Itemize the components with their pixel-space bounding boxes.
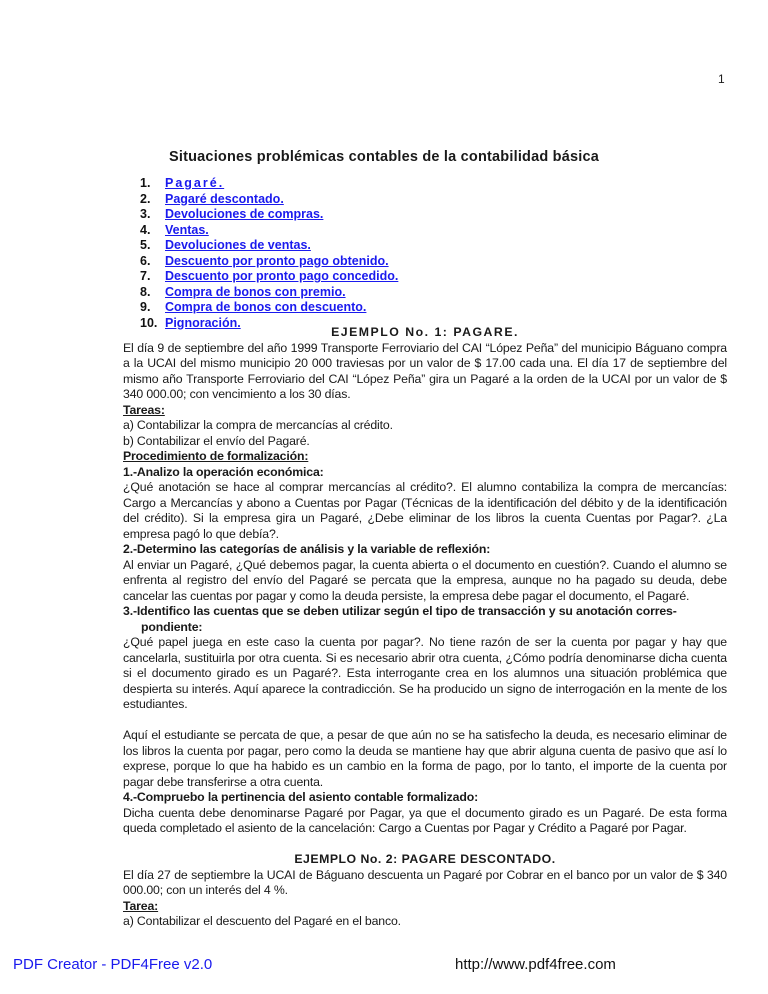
example-2-task-a: a) Contabilizar el descuento del Pagaré en el banco.: [123, 914, 401, 928]
toc-item: [140, 285, 398, 301]
example-1: [123, 325, 727, 930]
toc-item: [140, 192, 398, 208]
step-3-text-2: Aquí el estudiante se percata de que, a pesar de que aún no se ha satisfecho la deuda, es necesario eliminar de los libros la cuenta por pagar, pero como la deuda se mantiene hay que abrir alguna cuenta de pasivo que así lo exprese, porque lo que ha habido es un cambio en la forma de pago, por lo tanto, el importe de la cuenta por pagar debe transferirse a otra cuenta.: [123, 728, 727, 789]
toc-link[interactable]: Descuento por pronto pago concedido.: [165, 269, 399, 283]
toc-number: 10.: [140, 315, 158, 330]
step-2-heading: 2.-Determino las categorías de análisis y la variable de reflexión:: [123, 542, 491, 556]
toc-item: [140, 300, 398, 316]
toc-link[interactable]: Devoluciones de ventas.: [165, 238, 311, 252]
step-1-text: ¿Qué anotación se hace al comprar mercancías al crédito?. El alumno contabiliza la compra de mercancías: Cargo a Mercancías y abono a Cuentas por Pagar (Técnicas de la identificación del débito y de la identificación del crédito). Si la empresa gira un Pagaré, ¿Debe eliminar de los libros la cuenta Cuentas por Pagar?. ¿La empresa pagó lo que debía?.: [123, 480, 727, 541]
toc-number: 1.: [140, 176, 151, 190]
toc-link[interactable]: Descuento por pronto pago obtenido.: [165, 253, 389, 268]
page-number: 1: [718, 72, 725, 86]
toc-item: [140, 223, 398, 239]
pdf-creator-footer: PDF Creator - PDF4Free v2.0: [13, 956, 213, 973]
task-a: a) Contabilizar la compra de mercancías al crédito.: [123, 418, 393, 432]
toc-link[interactable]: Ventas.: [165, 222, 209, 237]
table-of-contents: [140, 176, 398, 331]
task-label: Tarea:: [123, 898, 159, 913]
procedure-label: Procedimiento de formalización:: [123, 449, 309, 463]
toc-number: 2.: [140, 191, 151, 206]
example-1-heading: EJEMPLO No. 1: PAGARE.: [331, 325, 519, 339]
step-3-text: ¿Qué papel juega en este caso la cuenta por pagar?. No tiene razón de ser la cuenta por pagar y hay que cancelarla, sustituirla por otra cuenta. Si es necesario abrir otra cuenta, ¿Cómo podría denominarse dicha cuenta si el documento girado es un Pagaré?. Esta interrogante crea en los alumnos una situación problémica que despierta su interés. Aquí aparece la contradicción. Se ha producido un signo de interrogación en la mente de los estudiantes.: [123, 635, 727, 711]
example-2-heading: EJEMPLO No. 2: PAGARE DESCONTADO.: [294, 852, 556, 866]
footer-url-link[interactable]: http://www.pdf4free.com: [455, 956, 616, 973]
toc-item: [140, 238, 398, 254]
toc-link[interactable]: Pagaré descontado.: [165, 191, 284, 206]
toc-item: [140, 254, 398, 270]
step-4-heading: 4.-Compruebo la pertinencia del asiento contable formalizado:: [123, 790, 479, 804]
step-2-text: Al enviar un Pagaré, ¿Qué debemos pagar, la cuenta abierta o el documento en cuestión?. Cuando el alumno se enfrenta al registro del envío del Pagaré se percata que la empresa, aunque no ha pagado su deuda, debe cancelar las cuentas por pagar y como la deuda persiste, la empresa debe pagar el documento, el Pagaré.: [123, 557, 727, 603]
step-3-heading: 3.-Identifico las cuentas que se deben utilizar según el tipo de transacción y su anotación corres-: [123, 604, 677, 618]
step-4-text: Dicha cuenta debe denominarse Pagaré por Pagar, ya que el documento girado es un Pagaré. De esta forma queda completado el asiento de la cancelación: Cargo a Cuentas por Pagar y Crédito a Pagaré por Pagar.: [123, 805, 727, 835]
toc-number: 5.: [140, 238, 151, 252]
example-1-intro: El día 9 de septiembre del año 1999 Transporte Ferroviario del CAI “López Peña” del municipio Báguano compra a la UCAI del mismo municipio 20 000 traviesas por un valor de $ 17.00 cada una. El día 17 de septiembre del mismo año Transporte Ferroviario del CAI “López Peña” gira un Pagaré a la orden de la UCAI por un valor de $ 340 000.00; con vencimiento a los 30 días.: [123, 340, 727, 401]
toc-number: 4.: [140, 222, 151, 237]
toc-number: 8.: [140, 284, 151, 299]
toc-link[interactable]: Pignoración.: [165, 315, 241, 330]
toc-link[interactable]: Devoluciones de compras.: [165, 207, 324, 221]
toc-number: 9.: [140, 300, 151, 314]
toc-number: 3.: [140, 207, 151, 221]
toc-link[interactable]: Compra de bonos con premio.: [165, 284, 346, 299]
step-3-heading-cont: pondiente:: [141, 619, 203, 634]
toc-item: [140, 269, 398, 285]
step-1-heading: 1.-Analizo la operación económica:: [123, 464, 324, 479]
toc-link[interactable]: Pagaré.: [165, 176, 225, 190]
example-2-intro: El día 27 de septiembre la UCAI de Báguano descuenta un Pagaré por Cobrar en el banco por un valor de $ 340 000.00; con un interés del 4 %.: [123, 867, 727, 897]
toc-number: 7.: [140, 269, 151, 283]
task-b: b) Contabilizar el envío del Pagaré.: [123, 433, 310, 448]
toc-link[interactable]: Compra de bonos con descuento.: [165, 300, 367, 314]
document-title: Situaciones problémicas contables de la contabilidad básica: [168, 149, 599, 165]
toc-number: 6.: [140, 253, 151, 268]
toc-item: [140, 176, 398, 192]
toc-item: [140, 207, 398, 223]
tasks-label: Tareas:: [123, 402, 165, 417]
